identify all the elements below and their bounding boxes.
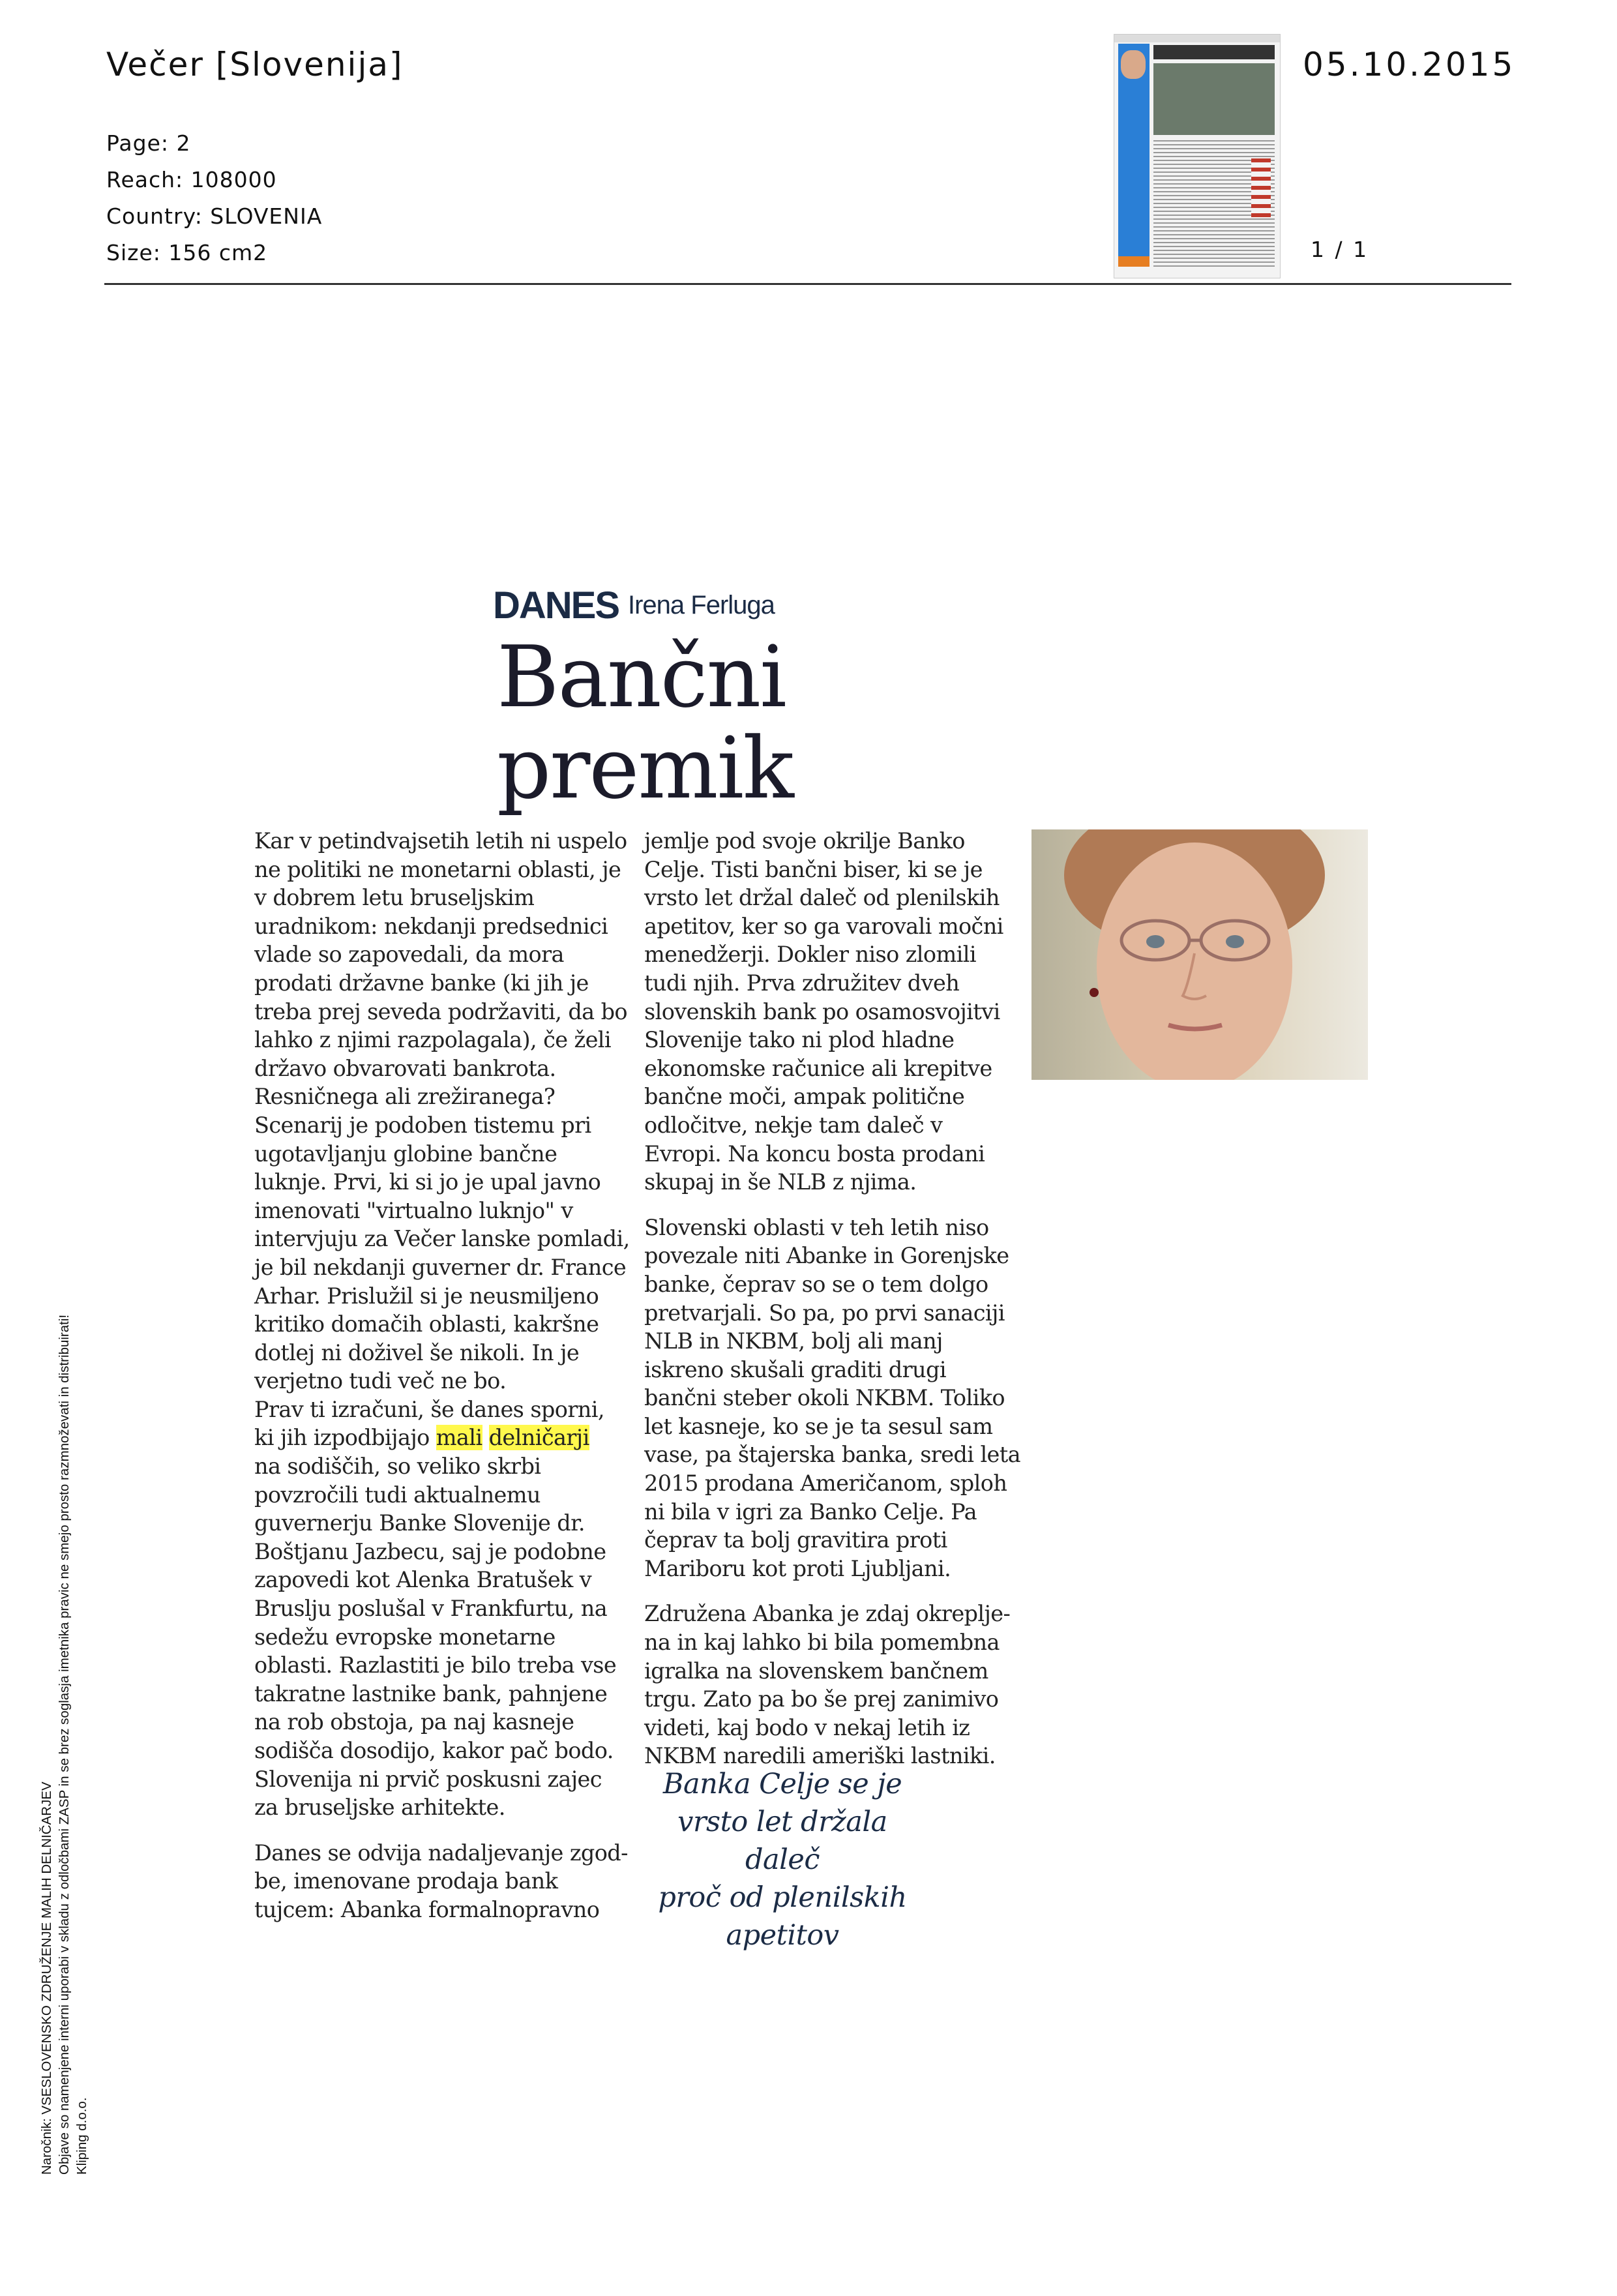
pull-quote-line: proč od plenilskih [658,1881,907,1914]
text-line-highlighted [254,1424,645,1452]
text-line: jemlje pod svoje okrilje Banko [644,828,965,854]
text-line: Slovenija ni prvič poskusni zajec [254,1766,602,1792]
text-line: treba prej seveda podržaviti, da bo [254,998,628,1024]
meta-country: Country: SLOVENIA [106,203,323,229]
header-divider [104,283,1511,285]
thumb-topbar [1114,35,1280,42]
agency-line: Kliping d.o.o. [74,2097,89,2175]
highlight-mali: mali [436,1425,482,1451]
text-line: Bruslju poslušal v Frankfurtu, na [254,1596,608,1622]
article-column-1 [254,827,645,1924]
pull-quote-line: apetitov [726,1919,839,1952]
text-line: Mariboru kot proti Ljubljani. [644,1555,951,1581]
text-line: igralka na slovenskem bančnem [644,1658,988,1684]
text-line: povzročili tudi aktualnemu [254,1482,541,1508]
page-thumbnail [1114,34,1281,278]
text-line: let kasneje, ko se je ta sesul sam [644,1413,993,1439]
text-line: odločitve, nekje tam daleč v [644,1112,943,1138]
text-line: povezale niti Abanke in Gorenjske [644,1243,1009,1269]
text-fragment: ki jih izpodbijajo [254,1425,436,1451]
paragraph-gap [254,1822,645,1839]
text-line: sodišča dosodijo, kakor pač bodo. [254,1738,614,1763]
text-line: slovenskih bank po osamosvojitvi [644,998,1000,1024]
face-shape [1097,842,1292,1080]
text-line: luknje. Prvi, ki si jo je upal javno [254,1169,601,1195]
meta-page: Page: 2 [106,130,191,156]
text-line: bančni steber okoli NKBM. Toliko [644,1385,1005,1411]
text-line: za bruseljske arhitekte. [254,1795,505,1821]
thumb-ads [1251,158,1271,217]
text-line: je bil nekdanji guverner dr. France [254,1254,627,1280]
text-line: imenovati "virtualno luknjo" v [254,1197,573,1223]
text-line: zapovedi kot Alenka Bratušek v [254,1567,592,1593]
copyright-line: Objave so namenjene interni uporabi v skladu z odločbami ZASP in se brez soglasja imetnika pravic ne smejo prosto razmnoževati in distribuirati! [57,1314,72,2175]
text-line: v dobrem letu bruseljskim [254,885,535,911]
page-counter: 1 / 1 [1311,237,1369,262]
text-line: Slovenije tako ni plod hladne [644,1027,955,1053]
text-line: bančne moči, ampak politične [644,1084,965,1110]
text-line: intervjuju za Večer lanske pomladi, [254,1226,630,1252]
text-line: prodati državne banke (ki jih je [254,970,589,996]
text-line: uradnikom: nekdanji predsednici [254,913,608,939]
earring [1090,988,1099,997]
thumb-footer [1118,256,1150,267]
clipping-legal-note [38,1315,91,2175]
highlight-delnicarji: delničarji [488,1425,589,1451]
headline-line-1: Bančni [497,627,786,726]
eye-left [1146,935,1165,948]
text-line: lahko z njimi razpolagala), če želi [254,1027,612,1053]
text-line: tudi njih. Prva združitev dveh [644,970,960,996]
text-line: Celje. Tisti bančni biser, ki se je [644,856,983,882]
text-line: 2015 prodana Američanom, sploh [644,1470,1007,1497]
text-line: ekonomske računice ali krepitve [644,1055,992,1081]
text-line: Scenarij je podoben tistemu pri [254,1112,591,1138]
text-line: trgu. Zato pa bo še prej zanimivo [644,1686,999,1712]
text-line: vrsto let držal daleč od plenilskih [644,885,1000,911]
text-line: Evropi. Na koncu bosta prodani [644,1141,985,1167]
text-line: takratne lastnike bank, pahnjene [254,1680,608,1707]
text-line: menedžerji. Dokler niso zlomili [644,942,976,968]
thumb-photo [1153,63,1275,135]
text-line: državo obvarovati bankrota. [254,1055,556,1081]
clip-metadata [106,125,322,271]
text-line: verjetno tudi več ne bo. [254,1368,507,1394]
thumb-portrait [1121,50,1146,79]
text-line: na in kaj lahko bi bila pomembna [644,1630,1000,1656]
text-line: banke, čeprav so se o tem dolgo [644,1271,988,1297]
text-line: ugotavljanju globine bančne [254,1141,557,1167]
author-portrait [1031,829,1368,1080]
text-line: Resničnega ali zrežiranega? [254,1084,556,1110]
text-line: videti, kaj bodo v nekaj letih iz [644,1714,970,1740]
text-line: na rob obstoja, pa naj kasneje [254,1709,574,1735]
paragraph-gap [644,1583,1035,1600]
text-line: Kar v petindvajsetih letih ni uspelo [254,828,627,854]
text-line: Arhar. Prislužil si je neusmiljeno [254,1283,599,1309]
text-line: Danes se odvija nadaljevanje zgod- [254,1840,628,1866]
text-line: pretvarjali. So pa, po prvi sanaciji [644,1300,1005,1326]
text-line: Prav ti izračuni, še danes sporni, [254,1396,604,1422]
text-line: Slovenski oblasti v teh letih niso [644,1214,989,1240]
text-line: ni bila v igri za Banko Celje. Pa [644,1498,977,1525]
text-line: na sodiščih, so veliko skrbi [254,1454,541,1480]
text-line: ne politiki ne monetarni oblasti, je [254,856,621,882]
pull-quote [642,1765,923,1954]
text-line: vase, pa štajerska banka, sredi leta [644,1442,1021,1468]
pull-quote-line: vrsto let držala daleč [677,1806,887,1876]
publication-date: 05.10.2015 [1303,46,1516,83]
text-line: apetitov, ker so ga varovali močni [644,913,1003,939]
column-kicker: DANES [493,584,619,627]
text-line: dotlej ni doživel še nikoli. In je [254,1339,580,1365]
text-line: NKBM naredili ameriški lastniki. [644,1743,996,1769]
text-line: Združena Abanka je zdaj okreplje- [644,1601,1011,1627]
meta-size: Size: 156 cm2 [106,240,268,265]
client-line: Naročnik: VSESLOVENSKO ZDRUŽENJE MALIH DELNIČARJEV [39,1782,54,2175]
text-line: skupaj in še NLB z njima. [644,1169,917,1195]
text-line: sedežu evropske monetarne [254,1624,556,1650]
eye-right [1226,935,1244,948]
text-line: tujcem: Abanka formalnopravno [254,1896,600,1922]
meta-reach: Reach: 108000 [106,167,277,192]
thumb-headline [1153,45,1275,59]
text-line: oblasti. Razlastiti je bilo treba vse [254,1652,617,1678]
portrait-illustration [1031,829,1368,1080]
publication-name: Večer [Slovenija] [106,46,404,83]
text-line: kritiko domačih oblasti, kakršne [254,1311,599,1337]
text-line: be, imenovane prodaja bank [254,1868,558,1894]
text-line: NLB in NKBM, bolj ali manj [644,1328,943,1354]
text-line: guvernerju Banke Slovenije dr. [254,1510,585,1536]
author-byline: Irena Ferluga [628,591,775,619]
text-line: vlade so zapovedali, da mora [254,942,564,968]
headline-line-2: premik [497,719,793,818]
text-line: iskreno skušali graditi drugi [644,1356,946,1382]
text-line: čeprav ta bolj gravitira proti [644,1527,947,1553]
text-fragment [482,1425,489,1450]
paragraph-gap [644,1197,1035,1214]
article-column-2 [644,827,1035,1770]
text-line: Boštjanu Jazbecu, saj je podobne [254,1538,606,1564]
article-headline [497,627,793,818]
pull-quote-line: Banka Celje se je [662,1768,902,1800]
